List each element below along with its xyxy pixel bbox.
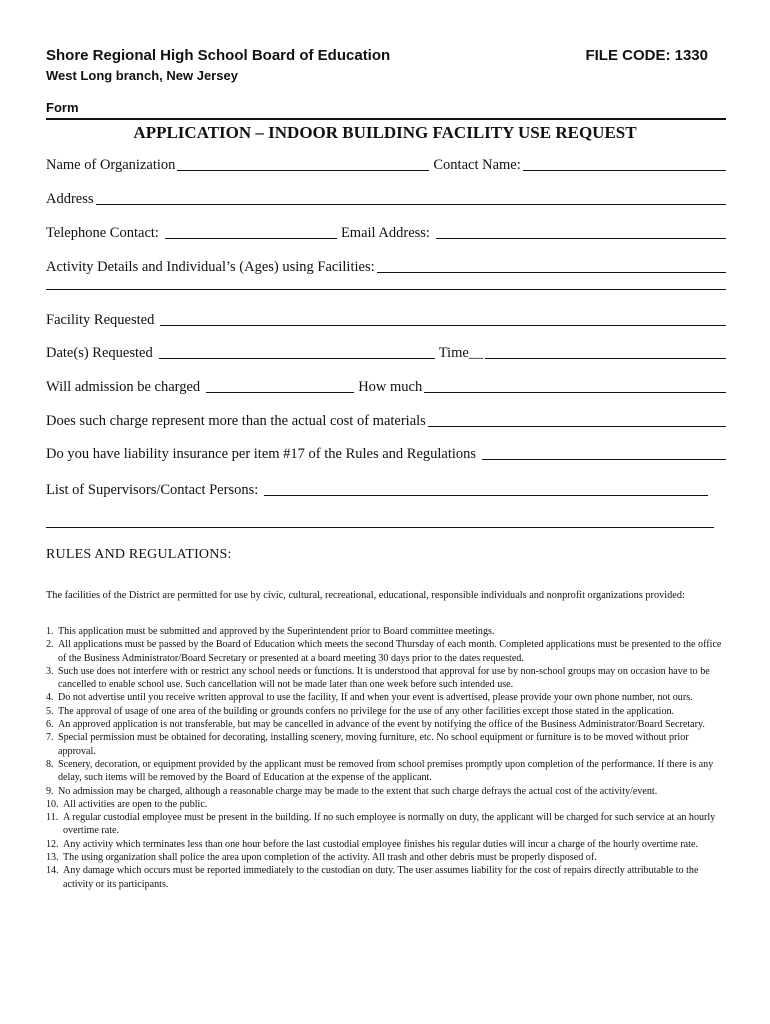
rule-item: 2. All applications must be passed by the Board of Education which meets the second Thursday of each month. Completed applications must be presented to the office of the Business Administrator/Board Secretary or presented at a board meeting 30 days prior to the dates requested. xyxy=(46,639,722,664)
rule-item: 7. Special permission must be obtained for decorating, installing scenery, moving furniture, etc. No school equipment or furniture is to be moved without prior approval. xyxy=(46,732,689,757)
time-label: Time__ xyxy=(438,345,484,361)
organization-location: West Long branch, New Jersey xyxy=(46,68,238,83)
facility-input[interactable] xyxy=(160,311,726,326)
supervisors-input[interactable] xyxy=(264,481,708,496)
contact-name-label: Contact Name: xyxy=(433,157,521,173)
rules-list xyxy=(46,625,726,891)
email-label: Email Address: xyxy=(340,225,430,241)
rule-item: 11. A regular custodial employee must be present in the building. If no such employee is normally on duty, the applicant will be charged for such service at an hourly overtime rate. xyxy=(46,812,716,837)
rules-intro: The facilities of the District are permitted for use by civic, cultural, recreational, educational, responsible individuals and nonprofit organizations provided: xyxy=(46,590,685,601)
admission-input[interactable] xyxy=(206,378,354,393)
dates-label: Date(s) Requested xyxy=(46,345,153,361)
how-much-input[interactable] xyxy=(424,378,726,393)
row-organization xyxy=(46,156,726,174)
rule-item: 9. No admission may be charged, although a reasonable charge may be made to the extent that such charge defrays the actual cost of the activity/event. xyxy=(46,785,658,797)
row-contact xyxy=(46,224,726,242)
activity-label: Activity Details and Individual’s (Ages) using Facilities: xyxy=(46,259,375,275)
rules-heading: RULES AND REGULATIONS: xyxy=(46,547,232,562)
insurance-input[interactable] xyxy=(482,445,726,460)
activity-continuation-line[interactable] xyxy=(46,289,726,290)
facility-label: Facility Requested xyxy=(46,312,155,328)
supervisors-label: List of Supervisors/Contact Persons: xyxy=(46,482,259,498)
row-facility xyxy=(46,311,726,329)
organization-name: Shore Regional High School Board of Education xyxy=(46,47,391,64)
supervisors-continuation-line[interactable] xyxy=(46,527,714,528)
rule-item: 8. Scenery, decoration, or equipment provided by the applicant must be removed from school premises promptly upon completion of the performance. If there is any delay, such items will be removed by the Board of Education at the expense of the applicant. xyxy=(46,758,714,784)
rule-item: 10. All activities are open to the public. xyxy=(46,798,208,810)
organization-input[interactable] xyxy=(177,156,429,171)
rule-item: 1. This application must be submitted and approved by the Superintendent prior to Board committee meetings. xyxy=(46,626,495,637)
address-label: Address xyxy=(46,191,94,207)
organization-label: Name of Organization xyxy=(46,157,176,173)
rule-item: 6. An approved application is not transferable, but may be cancelled in advance of the event by notifying the office of the Business Administrator/Board Secretary. xyxy=(46,719,705,731)
contact-name-input[interactable] xyxy=(523,156,726,171)
charge-cost-input[interactable] xyxy=(428,412,726,427)
time-input[interactable] xyxy=(485,344,726,359)
rule-item: 4. Do not advertise until you receive written approval to use the facility, If and when your event is advertised, please provide your own phone number, not ours. xyxy=(46,692,693,704)
form-label: Form xyxy=(46,100,79,115)
row-supervisors xyxy=(46,481,708,499)
row-activity xyxy=(46,258,726,276)
telephone-input[interactable] xyxy=(165,224,337,239)
dates-input[interactable] xyxy=(159,344,435,359)
row-dates xyxy=(46,344,726,362)
form-title: APPLICATION – INDOOR BUILDING FACILITY USE REQUEST xyxy=(133,123,637,142)
rule-item: 14. Any damage which occurs must be reported immediately to the custodian on duty. The user assumes liability for the cost of repairs directly attributable to the activity or its participants. xyxy=(46,865,699,890)
rule-item: 12. Any activity which terminates less than one hour before the last custodial employee finishes his regular duties will incur a charge of the hourly overtime rate. xyxy=(46,838,698,850)
row-charge-cost xyxy=(46,412,726,430)
file-code: FILE CODE: 1330 xyxy=(585,47,708,64)
telephone-label: Telephone Contact: xyxy=(46,225,159,241)
row-insurance xyxy=(46,445,726,463)
row-address xyxy=(46,190,726,208)
rule-item: 5. The approval of usage of one area of the building or grounds confers no privilege for the use of any other facilities except those stated in the application. xyxy=(46,705,675,717)
row-admission xyxy=(46,378,726,396)
header-divider xyxy=(46,118,726,120)
rule-item: 3. Such use does not interfere with or restrict any school needs or functions. It is understood that approval for use by non-school groups may on occasion have to be cancelled to enable school use. Such cancellation will not be made later than one week before such intended use. xyxy=(46,665,710,691)
how-much-label: How much xyxy=(358,379,423,395)
admission-label: Will admission be charged xyxy=(46,379,201,395)
rule-item: 13. The using organization shall police the area upon completion of the activity. All trash and other debris must be properly disposed of. xyxy=(46,852,597,864)
charge-cost-label: Does such charge represent more than the actual cost of materials xyxy=(46,413,426,429)
activity-input[interactable] xyxy=(377,258,726,273)
email-input[interactable] xyxy=(436,224,726,239)
insurance-label: Do you have liability insurance per item #17 of the Rules and Regulations xyxy=(46,446,477,462)
address-input[interactable] xyxy=(96,190,726,205)
header-block xyxy=(46,46,390,85)
